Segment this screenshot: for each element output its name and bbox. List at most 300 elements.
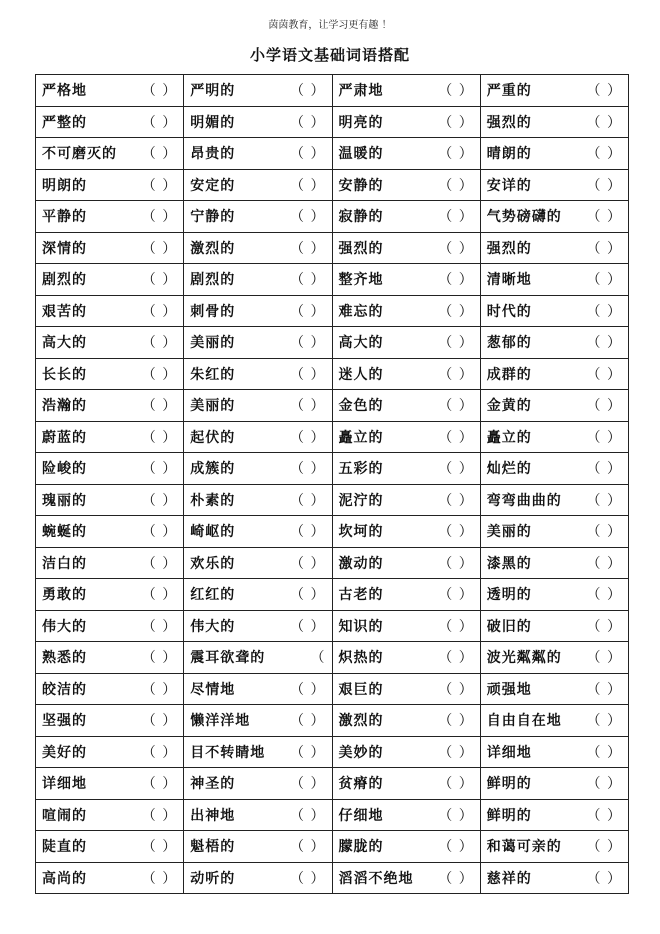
table-row	[36, 736, 629, 768]
blank-parentheses[interactable]: （ ）	[438, 713, 474, 730]
word-cell[interactable]	[184, 736, 332, 768]
blank-parentheses[interactable]: （ ）	[290, 114, 326, 131]
table-row	[36, 673, 629, 705]
word-cell[interactable]	[36, 610, 184, 642]
word-text: 漆黑的	[486, 555, 532, 572]
blank-parentheses[interactable]: （ ）	[290, 681, 326, 698]
word-text: 自由自在地	[486, 713, 562, 730]
blank-parentheses[interactable]: （ ）	[438, 492, 474, 509]
word-text: 破旧的	[486, 618, 532, 635]
blank-parentheses[interactable]: （ ）	[290, 366, 326, 383]
blank-parentheses[interactable]: （ ）	[141, 776, 178, 793]
word-cell[interactable]	[480, 673, 628, 705]
blank-parentheses[interactable]: （ ）	[586, 429, 622, 446]
word-cell[interactable]	[480, 453, 628, 485]
word-text: 鲜明的	[486, 776, 532, 793]
blank-parentheses[interactable]: （ ）	[438, 114, 474, 131]
word-cell[interactable]	[480, 768, 628, 800]
blank-parentheses[interactable]: （ ）	[586, 398, 622, 415]
word-cell[interactable]	[332, 673, 480, 705]
blank-parentheses[interactable]: （ ）	[141, 587, 178, 604]
word-cell[interactable]	[332, 169, 480, 201]
word-cell[interactable]	[480, 579, 628, 611]
word-cell[interactable]	[332, 295, 480, 327]
blank-parentheses[interactable]: （ ）	[586, 272, 622, 289]
word-cell[interactable]	[36, 138, 184, 170]
word-cell[interactable]	[184, 705, 332, 737]
word-text: 安详的	[486, 177, 532, 194]
blank-parentheses[interactable]: （ ）	[586, 83, 622, 100]
word-cell[interactable]	[480, 232, 628, 264]
word-text: 明媚的	[190, 114, 236, 131]
word-text: 详细地	[486, 744, 532, 761]
blank-parentheses[interactable]: （ ）	[438, 335, 474, 352]
blank-parentheses[interactable]: （ ）	[586, 744, 622, 761]
blank-parentheses[interactable]: （ ）	[586, 713, 622, 730]
word-cell[interactable]	[480, 295, 628, 327]
word-cell[interactable]	[332, 264, 480, 296]
word-text: 昂贵的	[190, 146, 236, 163]
word-text: 泥泞的	[338, 492, 384, 509]
blank-parentheses[interactable]: （ ）	[141, 240, 178, 257]
word-cell[interactable]	[184, 642, 332, 674]
blank-parentheses[interactable]: （ ）	[438, 240, 474, 257]
blank-parentheses[interactable]: （ ）	[290, 618, 326, 635]
word-cell[interactable]	[184, 547, 332, 579]
word-cell[interactable]	[36, 831, 184, 863]
blank-parentheses[interactable]: （ ）	[141, 303, 178, 320]
word-text: 晴朗的	[486, 146, 532, 163]
blank-parentheses[interactable]: （ ）	[290, 240, 326, 257]
word-text: 震耳欲聋的	[190, 650, 266, 667]
blank-parentheses[interactable]: （ ）	[290, 524, 326, 541]
word-text: 神圣的	[190, 776, 236, 793]
word-cell[interactable]	[184, 75, 332, 107]
word-text: 红红的	[190, 587, 236, 604]
word-cell[interactable]	[184, 453, 332, 485]
word-cell[interactable]	[332, 327, 480, 359]
word-cell[interactable]	[184, 862, 332, 894]
table-row	[36, 358, 629, 390]
blank-parentheses[interactable]: （ ）	[438, 587, 474, 604]
blank-parentheses[interactable]: （ ）	[290, 398, 326, 415]
blank-parentheses[interactable]: （ ）	[141, 272, 178, 289]
word-cell[interactable]	[332, 453, 480, 485]
word-cell[interactable]	[480, 390, 628, 422]
blank-parentheses[interactable]: （ ）	[141, 807, 178, 824]
word-text: 宁静的	[190, 209, 236, 226]
blank-parentheses[interactable]: （ ）	[141, 146, 178, 163]
word-cell[interactable]	[332, 799, 480, 831]
word-text: 欢乐的	[190, 555, 236, 572]
word-text: 迷人的	[338, 366, 384, 383]
blank-parentheses[interactable]: （ ）	[586, 807, 622, 824]
blank-parentheses[interactable]: （ ）	[290, 776, 326, 793]
blank-parentheses[interactable]: （ ）	[438, 650, 474, 667]
word-cell[interactable]	[332, 610, 480, 642]
word-cell[interactable]	[332, 232, 480, 264]
word-text: 美妙的	[338, 744, 384, 761]
blank-parentheses[interactable]: （ ）	[141, 492, 178, 509]
blank-parentheses[interactable]: （ ）	[141, 461, 178, 478]
word-text: 激动的	[338, 555, 384, 572]
word-cell[interactable]	[184, 169, 332, 201]
blank-parentheses[interactable]: （ ）	[586, 524, 622, 541]
word-text: 波光粼粼的	[486, 650, 562, 667]
word-text: 金黄的	[486, 398, 532, 415]
blank-parentheses[interactable]: （ ）	[290, 177, 326, 194]
word-cell[interactable]	[184, 327, 332, 359]
word-text: 时代的	[486, 303, 532, 320]
blank-parentheses[interactable]: （ ）	[586, 870, 622, 887]
blank-parentheses[interactable]: （ ）	[586, 461, 622, 478]
table-row	[36, 484, 629, 516]
word-cell[interactable]	[480, 610, 628, 642]
word-text: 平静的	[42, 209, 87, 226]
blank-parentheses[interactable]: （ ）	[290, 146, 326, 163]
word-cell[interactable]	[332, 642, 480, 674]
word-cell[interactable]	[480, 138, 628, 170]
word-cell[interactable]	[480, 516, 628, 548]
word-text: 险峻的	[42, 461, 87, 478]
word-text: 强烈的	[486, 240, 532, 257]
word-text: 朴素的	[190, 492, 236, 509]
word-cell[interactable]	[36, 295, 184, 327]
word-matching-table	[35, 74, 629, 894]
word-text: 艰苦的	[42, 303, 87, 320]
page-header: 茵茵教育，让学习更有趣 ！	[268, 20, 392, 31]
word-cell[interactable]	[480, 106, 628, 138]
blank-parentheses[interactable]: （ ）	[290, 807, 326, 824]
blank-parentheses[interactable]: （ ）	[141, 744, 178, 761]
blank-parentheses[interactable]: （ ）	[438, 209, 474, 226]
word-cell[interactable]	[36, 799, 184, 831]
word-cell[interactable]	[184, 138, 332, 170]
word-cell[interactable]	[36, 390, 184, 422]
word-cell[interactable]	[36, 358, 184, 390]
word-cell[interactable]	[36, 484, 184, 516]
table-row	[36, 705, 629, 737]
blank-parentheses[interactable]: （ ）	[290, 744, 326, 761]
word-cell[interactable]	[332, 75, 480, 107]
word-cell[interactable]	[36, 547, 184, 579]
blank-parentheses[interactable]: （ ）	[438, 555, 474, 572]
word-text: 鲜明的	[486, 807, 532, 824]
word-cell[interactable]	[480, 264, 628, 296]
blank-parentheses[interactable]: （ ）	[141, 555, 178, 572]
blank-parentheses[interactable]: （ ）	[141, 209, 178, 226]
blank-parentheses[interactable]: （ ）	[438, 618, 474, 635]
blank-parentheses[interactable]: （ ）	[586, 618, 622, 635]
word-cell[interactable]	[332, 201, 480, 233]
word-cell[interactable]	[36, 705, 184, 737]
word-cell[interactable]	[184, 295, 332, 327]
word-cell[interactable]	[36, 862, 184, 894]
word-cell[interactable]	[332, 106, 480, 138]
word-text: 出神地	[190, 807, 236, 824]
word-cell[interactable]	[480, 484, 628, 516]
word-cell[interactable]	[184, 201, 332, 233]
blank-parentheses[interactable]: （ ）	[438, 146, 474, 163]
blank-parentheses[interactable]: （ ）	[586, 114, 622, 131]
blank-parentheses[interactable]: （ ）	[141, 335, 178, 352]
word-text: 伟大的	[42, 618, 87, 635]
word-text: 美丽的	[190, 398, 236, 415]
word-text: 滔滔不绝地	[338, 870, 414, 887]
word-text: 成群的	[486, 366, 532, 383]
blank-parentheses[interactable]: （ ）	[586, 650, 622, 667]
word-text: 剧烈的	[42, 272, 87, 289]
blank-parentheses[interactable]: （ ）	[141, 713, 178, 730]
word-cell[interactable]	[36, 768, 184, 800]
word-text: 顽强地	[486, 681, 532, 698]
word-text: 温暖的	[338, 146, 384, 163]
word-cell[interactable]	[332, 358, 480, 390]
word-cell[interactable]	[36, 327, 184, 359]
blank-parentheses[interactable]: （ ）	[586, 335, 622, 352]
word-text: 严肃地	[338, 83, 384, 100]
word-cell[interactable]	[480, 201, 628, 233]
word-cell[interactable]	[480, 421, 628, 453]
blank-parentheses[interactable]: （ ）	[290, 870, 326, 887]
word-cell[interactable]	[36, 232, 184, 264]
word-cell[interactable]	[184, 610, 332, 642]
word-text: 成簇的	[190, 461, 236, 478]
word-cell[interactable]	[480, 358, 628, 390]
blank-parentheses[interactable]: （ ）	[141, 177, 178, 194]
word-cell[interactable]	[332, 862, 480, 894]
word-cell[interactable]	[36, 453, 184, 485]
word-cell[interactable]	[332, 516, 480, 548]
word-cell[interactable]	[36, 642, 184, 674]
blank-parentheses[interactable]: （ ）	[586, 240, 622, 257]
word-cell[interactable]	[36, 106, 184, 138]
word-cell[interactable]	[332, 831, 480, 863]
word-cell[interactable]	[480, 547, 628, 579]
blank-parentheses[interactable]: （ ）	[438, 177, 474, 194]
word-text: 知识的	[338, 618, 384, 635]
word-cell[interactable]	[184, 358, 332, 390]
blank-parentheses[interactable]: （ ）	[141, 618, 178, 635]
blank-parentheses[interactable]: （ ）	[290, 429, 326, 446]
word-cell[interactable]	[184, 799, 332, 831]
blank-parentheses[interactable]: （ ）	[438, 744, 474, 761]
word-cell[interactable]	[184, 264, 332, 296]
table-row	[36, 201, 629, 233]
word-text: 懒洋洋地	[190, 713, 251, 730]
word-text: 勇敢的	[42, 587, 87, 604]
word-text: 强烈的	[338, 240, 384, 257]
blank-parentheses[interactable]: （ ）	[141, 429, 178, 446]
blank-parentheses[interactable]: （ ）	[141, 83, 178, 100]
blank-parentheses[interactable]: （ ）	[438, 461, 474, 478]
blank-parentheses[interactable]: （ ）	[438, 398, 474, 415]
word-text: 严格地	[42, 83, 87, 100]
table-row	[36, 453, 629, 485]
blank-parentheses[interactable]: （ ）	[141, 870, 178, 887]
blank-parentheses[interactable]: （ ）	[438, 272, 474, 289]
blank-parentheses[interactable]: （ ）	[438, 807, 474, 824]
word-text: 美丽的	[190, 335, 236, 352]
word-cell[interactable]	[332, 484, 480, 516]
word-cell[interactable]	[332, 390, 480, 422]
word-text: 喧闹的	[42, 807, 87, 824]
word-text: 炽热的	[338, 650, 384, 667]
word-cell[interactable]	[332, 547, 480, 579]
blank-parentheses[interactable]: （ ）	[586, 587, 622, 604]
table-row	[36, 232, 629, 264]
blank-parentheses[interactable]: （ ）	[290, 461, 326, 478]
table-row	[36, 169, 629, 201]
blank-parentheses[interactable]: （ ）	[586, 681, 622, 698]
word-cell[interactable]	[184, 390, 332, 422]
word-text: 坚强的	[42, 713, 87, 730]
blank-parentheses[interactable]: （ ）	[290, 587, 326, 604]
word-cell[interactable]	[36, 75, 184, 107]
blank-parentheses[interactable]: （ ）	[290, 492, 326, 509]
blank-parentheses[interactable]: （ ）	[141, 839, 178, 856]
blank-parentheses[interactable]: （ ）	[141, 681, 178, 698]
word-text: 洁白的	[42, 555, 87, 572]
word-cell[interactable]	[184, 768, 332, 800]
blank-parentheses[interactable]: （ ）	[586, 366, 622, 383]
blank-parentheses[interactable]: （ ）	[290, 303, 326, 320]
blank-parentheses[interactable]: （ ）	[438, 839, 474, 856]
word-text: 深情的	[42, 240, 87, 257]
word-text: 蔚蓝的	[42, 429, 87, 446]
word-text: 不可磨灭的	[42, 146, 117, 163]
word-cell[interactable]	[184, 516, 332, 548]
word-cell[interactable]	[480, 327, 628, 359]
blank-parentheses[interactable]: （ ）	[141, 650, 178, 667]
word-cell[interactable]	[480, 831, 628, 863]
word-cell[interactable]	[480, 862, 628, 894]
table-row	[36, 831, 629, 863]
word-cell[interactable]	[36, 421, 184, 453]
word-text: 灿烂的	[486, 461, 532, 478]
table-row	[36, 390, 629, 422]
blank-parentheses[interactable]: （ ）	[586, 146, 622, 163]
table-row	[36, 295, 629, 327]
blank-parentheses[interactable]: （ ）	[290, 839, 326, 856]
blank-parentheses[interactable]: （ ）	[290, 272, 326, 289]
word-cell[interactable]	[36, 201, 184, 233]
word-text: 严明的	[190, 83, 236, 100]
blank-parentheses[interactable]: （ ）	[586, 776, 622, 793]
word-text: 朱红的	[190, 366, 236, 383]
word-cell[interactable]	[184, 831, 332, 863]
word-cell[interactable]	[332, 768, 480, 800]
word-cell[interactable]	[332, 138, 480, 170]
word-text: 蜿蜒的	[42, 524, 87, 541]
blank-parentheses[interactable]: （ ）	[586, 303, 622, 320]
word-text: 激烈的	[338, 713, 384, 730]
blank-parentheses[interactable]: （ ）	[438, 83, 474, 100]
blank-parentheses[interactable]: （ ）	[586, 839, 622, 856]
word-text: 浩瀚的	[42, 398, 87, 415]
table-row	[36, 106, 629, 138]
word-cell[interactable]	[480, 799, 628, 831]
word-text: 和蔼可亲的	[486, 839, 562, 856]
word-text: 尽情地	[190, 681, 236, 698]
word-text: 严重的	[486, 83, 532, 100]
table-row	[36, 421, 629, 453]
word-text: 气势磅礴的	[486, 209, 562, 226]
blank-parentheses[interactable]: （ ）	[438, 870, 474, 887]
word-text: 严整的	[42, 114, 87, 131]
word-cell[interactable]	[36, 736, 184, 768]
word-cell[interactable]	[184, 484, 332, 516]
blank-parentheses[interactable]: （ ）	[141, 366, 178, 383]
word-text: 慈祥的	[486, 870, 532, 887]
word-text: 高大的	[42, 335, 87, 352]
blank-parentheses[interactable]: （ ）	[438, 776, 474, 793]
table-row	[36, 799, 629, 831]
word-cell[interactable]	[480, 75, 628, 107]
word-cell[interactable]	[184, 421, 332, 453]
word-text: 伟大的	[190, 618, 236, 635]
word-text: 刺骨的	[190, 303, 236, 320]
blank-parentheses[interactable]: （ ）	[438, 429, 474, 446]
blank-parentheses[interactable]: （ ）	[438, 303, 474, 320]
word-text: 五彩的	[338, 461, 384, 478]
word-cell[interactable]	[36, 516, 184, 548]
word-text: 金色的	[338, 398, 384, 415]
word-cell[interactable]	[184, 579, 332, 611]
blank-parentheses[interactable]: （ ）	[141, 524, 178, 541]
blank-parentheses[interactable]: （ ）	[290, 209, 326, 226]
word-text: 熟悉的	[42, 650, 87, 667]
word-cell[interactable]	[480, 642, 628, 674]
blank-parentheses[interactable]: （ ）	[438, 366, 474, 383]
blank-parentheses[interactable]: （ ）	[438, 524, 474, 541]
blank-parentheses[interactable]: （ ）	[290, 83, 326, 100]
word-cell[interactable]	[332, 421, 480, 453]
table-row	[36, 75, 629, 107]
word-cell[interactable]	[184, 232, 332, 264]
word-cell[interactable]	[480, 169, 628, 201]
blank-parentheses[interactable]: （ ）	[586, 492, 622, 509]
blank-parentheses[interactable]: （ ）	[586, 209, 622, 226]
word-cell[interactable]	[332, 705, 480, 737]
word-cell[interactable]	[36, 673, 184, 705]
blank-parentheses[interactable]: （ ）	[290, 335, 326, 352]
blank-parentheses[interactable]: （ ）	[141, 114, 178, 131]
blank-parentheses[interactable]: （ ）	[290, 555, 326, 572]
word-cell[interactable]	[332, 736, 480, 768]
word-cell[interactable]	[480, 705, 628, 737]
word-cell[interactable]	[36, 579, 184, 611]
word-text: 长长的	[42, 366, 87, 383]
table-row	[36, 547, 629, 579]
word-text: 矗立的	[338, 429, 384, 446]
word-cell[interactable]	[332, 579, 480, 611]
word-text: 目不转睛地	[190, 744, 266, 761]
page-title: 小学语文基础词语搭配	[249, 46, 410, 64]
blank-parentheses[interactable]: （ ）	[586, 555, 622, 572]
word-cell[interactable]	[184, 673, 332, 705]
word-cell[interactable]	[36, 169, 184, 201]
blank-parentheses[interactable]: （ ）	[586, 177, 622, 194]
blank-parentheses[interactable]: （ ）	[141, 398, 178, 415]
blank-parentheses[interactable]: （ ）	[438, 681, 474, 698]
word-text: 皎洁的	[42, 681, 87, 698]
blank-parentheses[interactable]: （	[310, 650, 326, 667]
blank-parentheses[interactable]: （ ）	[290, 713, 326, 730]
word-cell[interactable]	[36, 264, 184, 296]
word-cell[interactable]	[480, 736, 628, 768]
word-cell[interactable]	[184, 106, 332, 138]
